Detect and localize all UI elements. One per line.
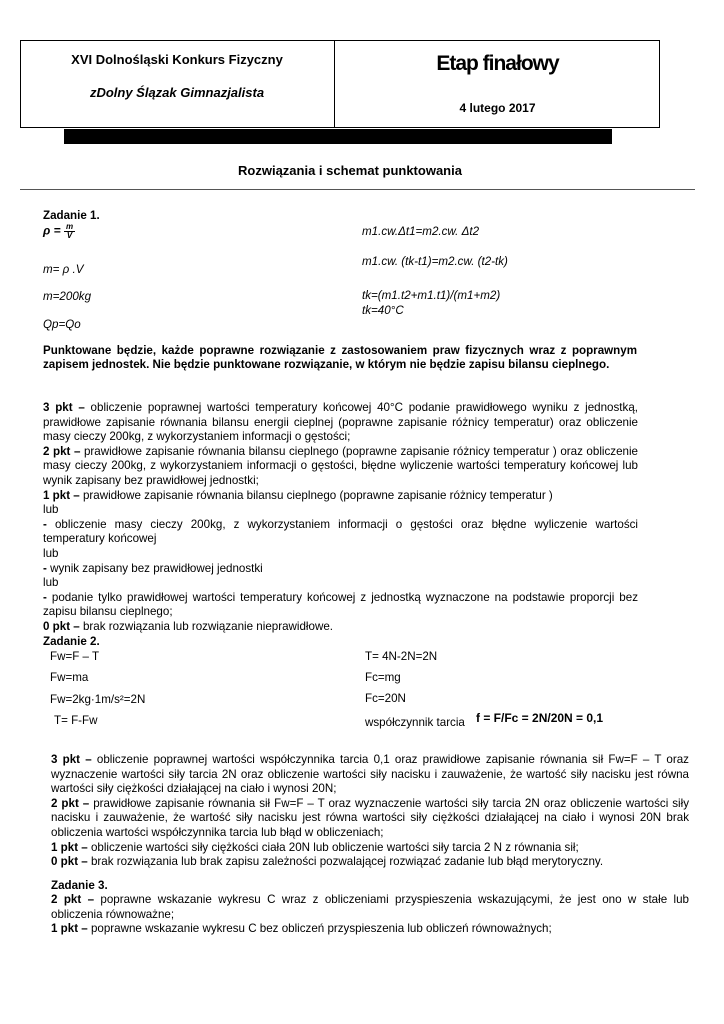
task1-heading: Zadanie 1. — [43, 209, 100, 222]
eq-right-2: m1.cw. (tk-t1)=m2.cw. (t2-tk) — [362, 255, 508, 268]
task2-score-1 — [51, 841, 689, 856]
rho-label: ρ = — [43, 223, 61, 238]
heat-balance: Qp=Qo — [43, 318, 81, 331]
task2-score-3 — [51, 753, 689, 797]
task1-score-1-d — [43, 591, 638, 620]
score-1-label: 1 pkt – — [43, 488, 80, 502]
header-black-bar — [64, 129, 612, 144]
t2-eq-right-3: Fc=20N — [365, 692, 406, 705]
divider-line — [20, 189, 695, 190]
friction-formula: f = F/Fc = 2N/20N = 0,1 — [476, 711, 604, 725]
task1-score-2 — [43, 445, 638, 489]
task1-score-3 — [43, 401, 638, 445]
score-1-text: poprawne wskazanie wykresu C bez obliczeń przyspieszenia lub obliczeń równoważnych; — [87, 922, 552, 936]
score-3-label: 3 pkt – — [43, 401, 85, 414]
task1-score-1 — [43, 489, 638, 504]
score-0-label: 0 pkt – — [51, 855, 88, 869]
page-title: Rozwiązania i schemat punktowania — [238, 163, 462, 178]
t2-eq-left-1: Fw=F – T — [50, 650, 100, 663]
task3-score-1 — [51, 922, 689, 937]
task1-score-0 — [43, 620, 638, 635]
score-1-text: prawidłowe zapisanie równania bilansu cieplnego (poprawne zapisanie różnicy temperatur ) — [79, 488, 553, 502]
dash: - — [43, 517, 47, 531]
score-0-label: 0 pkt – — [43, 619, 80, 633]
task3-scoring — [51, 893, 689, 937]
mass-formula: m= ρ .V — [43, 263, 84, 276]
score-1d-text: podanie tylko prawidłowej wartości temperatury końcowej z jednostką wyznaczone na podstawie proporcji bez zapisu bilansu cieplnego; — [43, 590, 638, 619]
task2-scoring — [51, 753, 689, 870]
score-2-text: prawidłowe zapisanie równania sił Fw=F – T oraz wyznaczenie wartości siły tarcia 2N oraz obliczenie wartości siły nacisku i zauważenie, że wartość siły nacisku jest równa wartości siły ciężkości działającej na ciało i wynosi 20N brak obliczenia wartości współczynnika tarcia lub błąd w obliczeniach; — [51, 796, 689, 839]
score-2-text: prawidłowe zapisanie równania bilansu cieplnego (poprawne zapisanie różnicy temperatur ) oraz obliczenie masy cieczy 200kg, z wykorzystaniem informacji o gęstości, błędne wyliczenie wartości temperatury końcowej lub wynik zapisany bez prawidłowej jednostki; — [43, 444, 638, 487]
task2-score-0 — [51, 855, 689, 870]
task3-score-2 — [51, 893, 689, 922]
dash: - — [43, 561, 47, 575]
score-1-label: 1 pkt – — [51, 922, 88, 936]
score-2-label: 2 pkt – — [51, 893, 95, 906]
score-1-label: 1 pkt – — [51, 840, 88, 854]
density-formula — [43, 223, 75, 240]
t2-eq-right-1: T= 4N-2N=2N — [365, 650, 438, 663]
score-2-label: 2 pkt – — [51, 796, 90, 810]
score-3-label: 3 pkt – — [51, 753, 92, 766]
density-numerator: m — [65, 222, 74, 231]
score-1b-text: obliczenie masy cieczy 200kg, z wykorzystaniem informacji o gęstości oraz błędne wyliczenie wartości temperatury końcowej — [43, 517, 638, 546]
score-3-text: obliczenie poprawnej wartości temperatury końcowej 40°C podanie prawidłowego wyniku z jednostką, prawidłowe zapisanie równania bilansu energii cieplnej (poprawne zapisanie różnicy temperatur) oraz obliczenie masy cieczy 200kg, z wykorzystaniem informacji o gęstości; — [43, 401, 638, 444]
density-denominator: V — [66, 231, 73, 240]
competition-subtitle: zDolny Ślązak Gimnazjalista — [89, 85, 265, 100]
or-separator: lub — [43, 546, 59, 560]
score-1-text: obliczenie wartości siły ciężkości ciała 20N lub obliczenie wartości siły tarcia 2 N z równania sił; — [87, 840, 579, 854]
or-separator: lub — [43, 503, 59, 517]
t2-eq-right-4: współczynnik tarcia — [365, 716, 465, 729]
t2-eq-right-2: Fc=mg — [365, 671, 401, 684]
score-0-text: brak rozwiązania lub brak zapisu zależności pozwalającej rozwiązać zadanie lub błąd merytoryczny. — [87, 855, 604, 869]
task2-heading: Zadanie 2. — [43, 635, 100, 648]
competition-name: XVI Dolnośląski Konkurs Fizyczny — [71, 52, 283, 67]
score-3-text: obliczenie poprawnej wartości współczynnika tarcia 0,1 oraz prawidłowe zapisanie równania sił Fw=F – T oraz wyznaczenie wartości siły tarcia 2N oraz obliczenie wartości siły nacisku i zauważenie, że wartość siły nacisku jest równa wartości siły ciężkości działającej na ciało i wynosi 20N; — [51, 753, 689, 796]
task2-score-2 — [51, 797, 689, 841]
task3-heading: Zadanie 3. — [51, 879, 108, 892]
score-0-text: brak rozwiązania lub rozwiązanie nieprawidłowe. — [79, 619, 333, 633]
stage-title: Etap finałowy — [436, 52, 559, 75]
t2-eq-left-2: Fw=ma — [50, 671, 89, 684]
eq-right-3: tk=(m1.t2+m1.t1)/(m1+m2) — [362, 289, 501, 302]
score-2-label: 2 pkt – — [43, 444, 81, 458]
density-fraction — [64, 223, 75, 240]
task1-scoring — [43, 401, 638, 635]
dash: - — [43, 590, 47, 604]
score-1c-text: wynik zapisany bez prawidłowej jednostki — [46, 561, 263, 575]
eq-right-1: m1.cw.Δt1=m2.cw. Δt2 — [362, 225, 480, 238]
mass-value: m=200kg — [43, 290, 92, 303]
task1-note: Punktowane będzie, każde poprawne rozwiązanie z zastosowaniem praw fizycznych wraz z poprawnym zapisem jednostek. Nie będzie punktowane rozwiązanie, w którym nie będzie zapisu bilansu cieplnego. — [43, 344, 637, 371]
score-2-text: poprawne wskazanie wykresu C wraz z obliczeniami przyspieszenia wskazującymi, że jest ono w stałe lub obliczenia równoważne; — [51, 893, 689, 921]
eq-right-4: tk=40°C — [362, 304, 404, 317]
task1-score-1-c — [43, 562, 638, 577]
t2-eq-left-3: Fw=2kg·1m/s²=2N — [50, 693, 146, 706]
or-separator: lub — [43, 576, 59, 590]
t2-eq-left-4: T= F-Fw — [54, 714, 98, 727]
exam-date: 4 lutego 2017 — [459, 101, 536, 115]
task1-score-1-b — [43, 518, 638, 547]
